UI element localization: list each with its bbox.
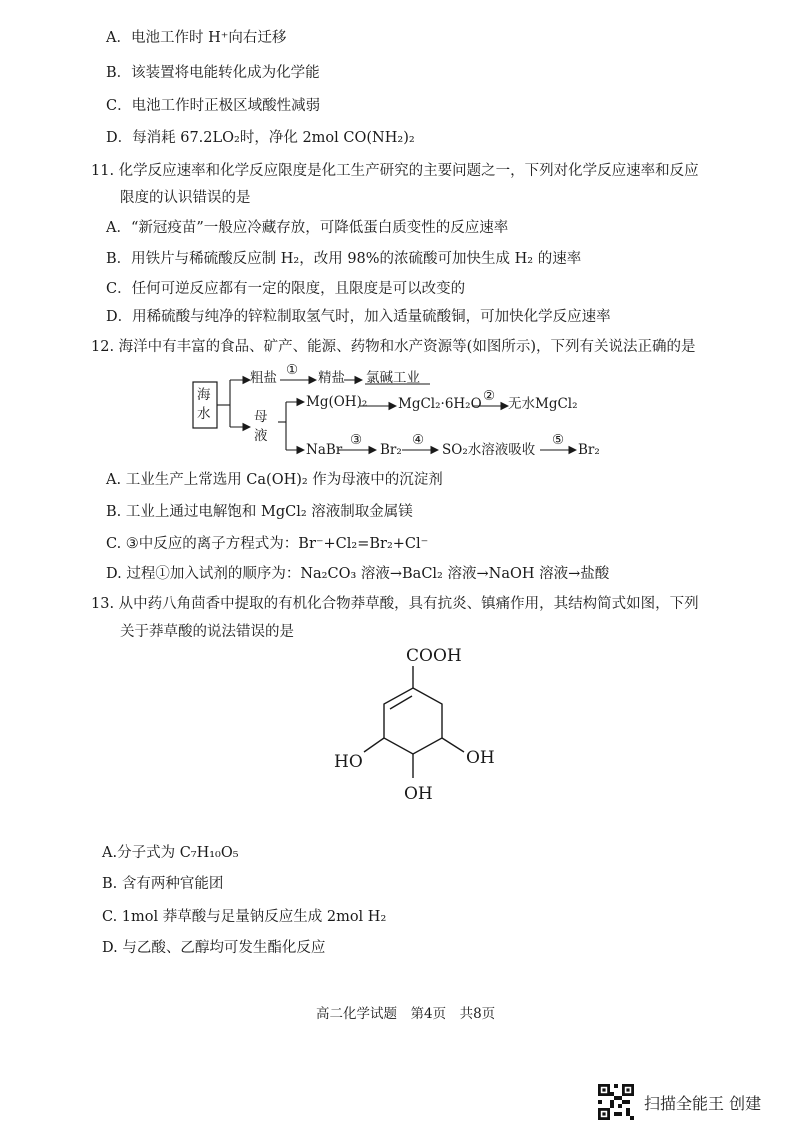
q11-option-c: C．任何可逆反应都有一定的限度，且限度是可以改变的	[106, 281, 466, 297]
q11-stem-line1: 11. 化学反应速率和化学反应限度是化工生产研究的主要问题之一，下列对化学反应速率和反应	[91, 163, 699, 179]
q13-option-a: A.分子式为 C₇H₁₀O₅	[102, 845, 239, 861]
q10-option-a: A．电池工作时 H⁺向右迁移	[106, 30, 287, 46]
scanner-watermark	[598, 1084, 761, 1120]
br2-label-2: Br₂	[578, 442, 600, 458]
anhydrous-mgcl2-label: 无水MgCl₂	[508, 396, 578, 412]
step-2-marker: ②	[483, 388, 496, 404]
q11-option-a: A．“新冠疫苗”一般应冷藏存放，可降低蛋白质变性的反应速率	[106, 220, 509, 236]
q12-option-b: B. 工业上通过电解饱和 MgCl₂ 溶液制取金属镁	[106, 504, 413, 520]
q10-option-b: B．该装置将电能转化成为化学能	[106, 65, 320, 81]
step-5-marker: ⑤	[552, 432, 565, 448]
shikimic-acid-structure	[320, 640, 510, 815]
q10-option-d: D．每消耗 67.2LO₂时，净化 2mol CO(NH₂)₂	[106, 130, 415, 146]
q12-option-c: C. ③中反应的离子方程式为：Br⁻+Cl₂=Br₂+Cl⁻	[106, 536, 429, 552]
q10-option-c: C．电池工作时正极区域酸性减弱	[106, 98, 321, 114]
q12-stem: 12. 海洋中有丰富的食品、矿产、能源、药物和水产资源等(如图所示)，下列有关说法正确的是	[91, 339, 696, 355]
q13-option-d: D. 与乙酸、乙醇均可发生酯化反应	[102, 940, 326, 956]
refined-salt-label: 精盐	[318, 370, 345, 386]
chlor-alkali-label: 氯碱工业	[366, 370, 420, 386]
q11-option-b: B．用铁片与稀硫酸反应制 H₂，改用 98%的浓硫酸可加快生成 H₂ 的速率	[106, 251, 582, 267]
page-footer: 高二化学试题 第4页 共8页	[316, 1006, 496, 1022]
seawater-flow-diagram	[190, 362, 600, 466]
step-4-marker: ④	[412, 432, 425, 448]
seawater-label: 海水	[197, 387, 211, 422]
step-3-marker: ③	[350, 432, 363, 448]
so2-absorption-label: SO₂水溶液吸收	[442, 442, 536, 458]
q11-option-d: D．用稀硫酸与纯净的锌粒制取氢气时，加入适量硫酸铜，可加快化学反应速率	[106, 309, 611, 325]
q12-option-d: D. 过程①加入试剂的顺序为：Na₂CO₃ 溶液→BaCl₂ 溶液→NaOH 溶液→盐酸	[106, 566, 610, 582]
q13-stem-line2: 关于莽草酸的说法错误的是	[120, 624, 294, 640]
mg-oh2-label: Mg(OH)₂	[306, 394, 368, 410]
ho-left-label: HO	[334, 752, 363, 772]
br2-label-1: Br₂	[380, 442, 402, 458]
qr-code-icon	[598, 1084, 634, 1120]
q13-stem-line1: 13. 从中药八角茴香中提取的有机化合物莽草酸，具有抗炎、镇痛作用，其结构简式如图，下列	[91, 596, 699, 612]
q13-option-b: B. 含有两种官能团	[102, 876, 224, 892]
q12-option-a: A. 工业生产上常选用 Ca(OH)₂ 作为母液中的沉淀剂	[106, 472, 443, 488]
step-1-marker: ①	[286, 362, 299, 378]
q13-option-c: C. 1mol 莽草酸与足量钠反应生成 2mol H₂	[102, 909, 387, 925]
q11-stem-line2: 限度的认识错误的是	[120, 190, 251, 206]
scanner-label: 扫描全能王 创建	[644, 1093, 762, 1113]
oh-right-label: OH	[466, 748, 495, 768]
mgcl2-hydrate-label: MgCl₂·6H₂O	[398, 396, 482, 412]
oh-bottom-label: OH	[404, 784, 433, 804]
cooh-label: COOH	[406, 646, 462, 666]
crude-salt-label: 粗盐	[250, 370, 277, 386]
nabr-label: NaBr	[306, 442, 343, 458]
mother-liquor-label: 母液	[254, 409, 268, 444]
